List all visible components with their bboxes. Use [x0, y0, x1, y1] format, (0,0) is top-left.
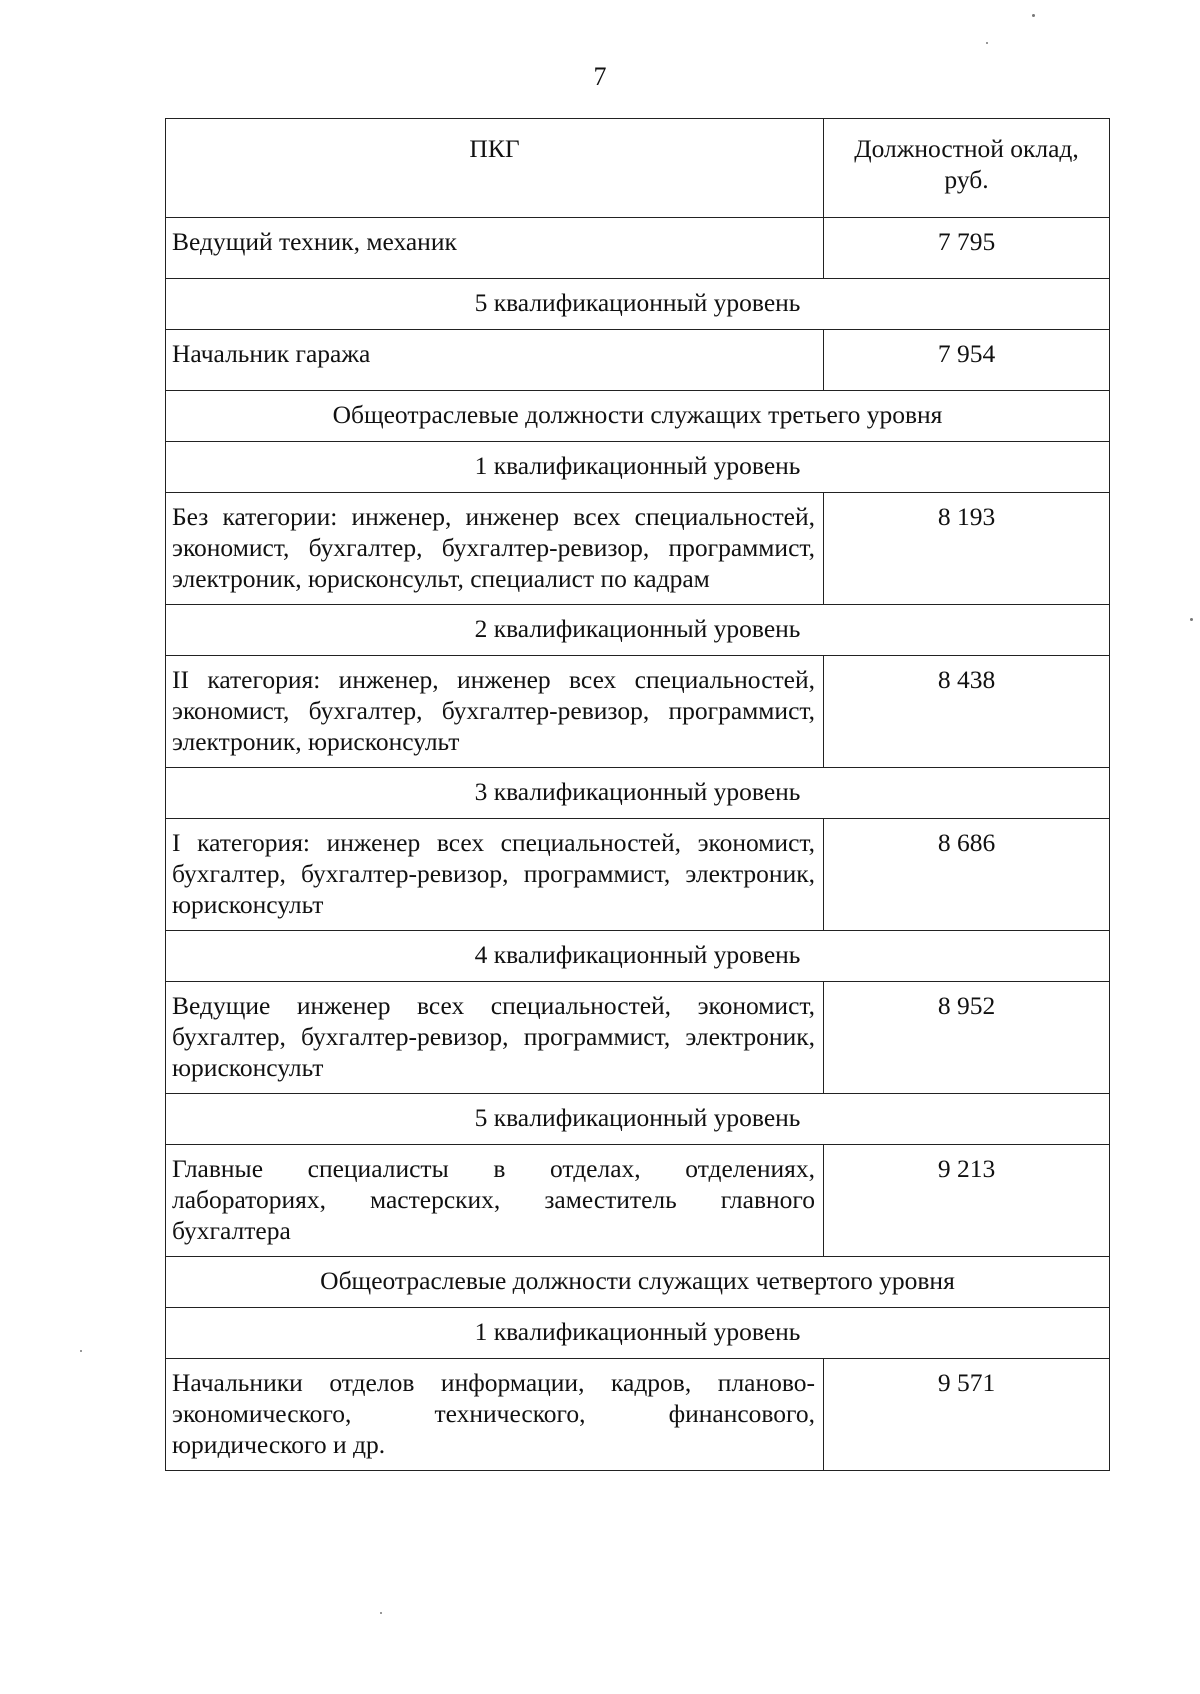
- level-row: [166, 279, 1110, 330]
- table-row: [166, 982, 1110, 1094]
- qualification-level-cell: 5 квалификационный уровень: [166, 279, 1110, 330]
- table-header-row: [166, 119, 1110, 218]
- position-cell: II категория: инженер, инженер всех специальностей, экономист, бухгалтер, бухгалтер-ревизор, программист, электроник, юрисконсульт: [166, 656, 824, 768]
- qualification-level-cell: 3 квалификационный уровень: [166, 768, 1110, 819]
- table-row: [166, 218, 1110, 279]
- table-row: [166, 1145, 1110, 1257]
- level-row: [166, 768, 1110, 819]
- level-row: [166, 1094, 1110, 1145]
- salary-cell: 9 571: [824, 1359, 1110, 1471]
- page-number: 7: [593, 62, 607, 91]
- column-header-pkg: ПКГ: [166, 119, 824, 218]
- level-row: [166, 1257, 1110, 1308]
- scan-speck: [986, 42, 988, 44]
- salary-cell: 7 954: [824, 330, 1110, 391]
- qualification-level-cell: 1 квалификационный уровень: [166, 442, 1110, 493]
- group-heading-cell: Общеотраслевые должности служащих третьего уровня: [166, 391, 1110, 442]
- position-cell: Без категории: инженер, инженер всех специальностей, экономист, бухгалтер, бухгалтер-ревизор, программист, электроник, юрисконсульт, специалист по кадрам: [166, 493, 824, 605]
- salary-table: [165, 118, 1110, 1471]
- table-row: [166, 330, 1110, 391]
- position-cell: Главные специалисты в отделах, отделениях, лабораториях, мастерских, заместитель главного бухгалтера: [166, 1145, 824, 1257]
- level-row: [166, 1308, 1110, 1359]
- qualification-level-cell: 1 квалификационный уровень: [166, 1308, 1110, 1359]
- level-row: [166, 605, 1110, 656]
- salary-cell: 8 952: [824, 982, 1110, 1094]
- scan-speck: [1032, 14, 1035, 17]
- table-row: [166, 493, 1110, 605]
- qualification-level-cell: 4 квалификационный уровень: [166, 931, 1110, 982]
- table-row: [166, 656, 1110, 768]
- position-cell: Ведущие инженер всех специальностей, экономист, бухгалтер, бухгалтер-ревизор, программист, электроник, юрисконсульт: [166, 982, 824, 1094]
- salary-cell: 9 213: [824, 1145, 1110, 1257]
- salary-cell: 8 686: [824, 819, 1110, 931]
- position-cell: I категория: инженер всех специальностей, экономист, бухгалтер, бухгалтер-ревизор, программист, электроник, юрисконсульт: [166, 819, 824, 931]
- position-cell: Начальники отделов информации, кадров, планово-экономического, технического, финансового, юридического и др.: [166, 1359, 824, 1471]
- level-row: [166, 391, 1110, 442]
- scan-speck: [80, 1350, 82, 1352]
- table-row: [166, 819, 1110, 931]
- qualification-level-cell: 2 квалификационный уровень: [166, 605, 1110, 656]
- level-row: [166, 931, 1110, 982]
- position-cell: Ведущий техник, механик: [166, 218, 824, 279]
- scan-speck: [380, 1612, 382, 1614]
- position-cell: Начальник гаража: [166, 330, 824, 391]
- group-heading-cell: Общеотраслевые должности служащих четвертого уровня: [166, 1257, 1110, 1308]
- table-row: [166, 1359, 1110, 1471]
- scan-speck: [1190, 618, 1193, 621]
- column-header-salary: Должностной оклад, руб.: [824, 119, 1110, 218]
- salary-cell: 8 193: [824, 493, 1110, 605]
- qualification-level-cell: 5 квалификационный уровень: [166, 1094, 1110, 1145]
- salary-cell: 8 438: [824, 656, 1110, 768]
- salary-cell: 7 795: [824, 218, 1110, 279]
- level-row: [166, 442, 1110, 493]
